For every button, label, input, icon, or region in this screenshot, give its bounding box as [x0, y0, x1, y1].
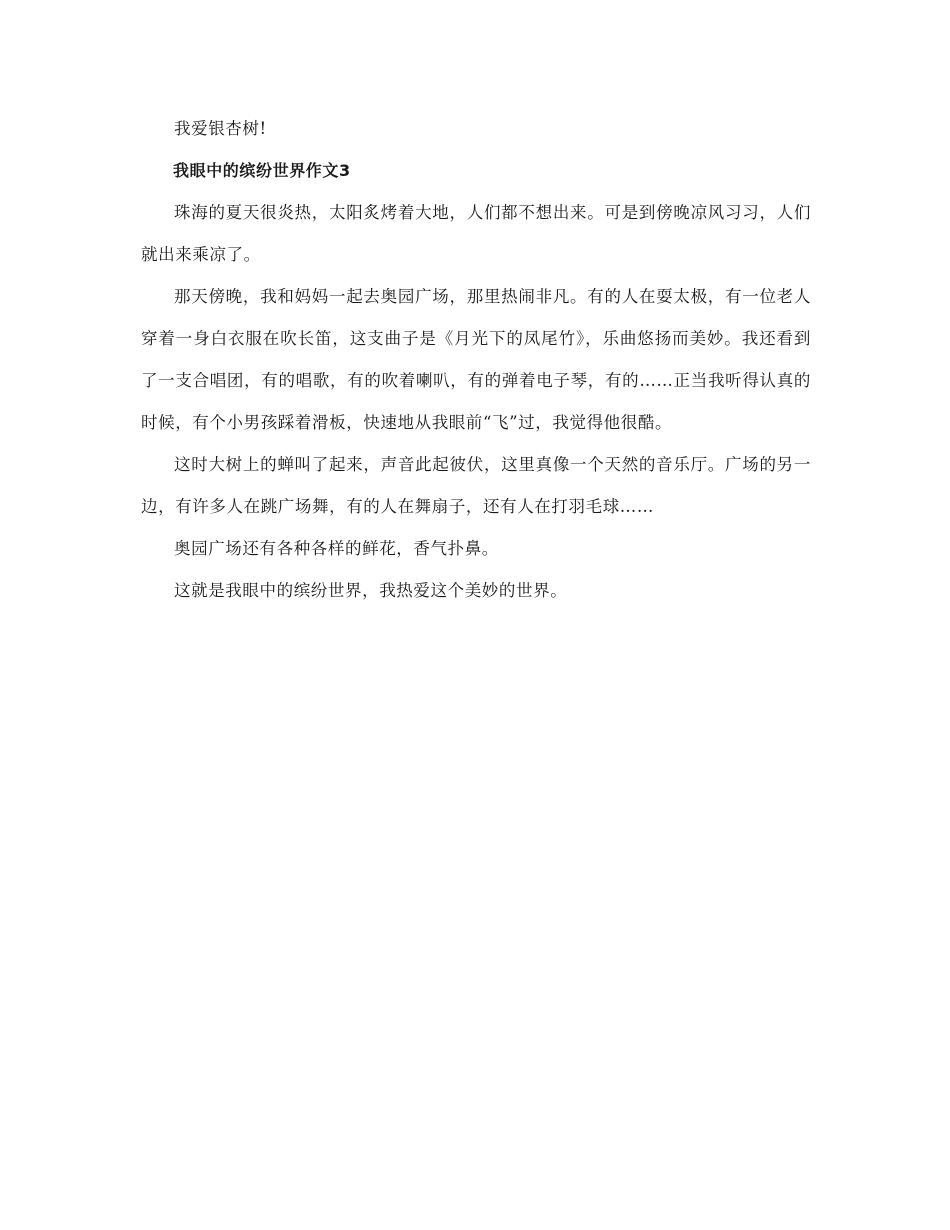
paragraph-cicadas: 这时大树上的蝉叫了起来，声音此起彼伏，这里真像一个天然的音乐厅。广场的另一边，有许多人在跳广场舞，有的人在舞扇子，还有人在打羽毛球…… — [141, 455, 811, 516]
paragraph-flowers: 奥园广场还有各种各样的鲜花，香气扑鼻。 — [174, 539, 499, 558]
paragraph-conclusion: 这就是我眼中的缤纷世界，我热爱这个美妙的世界。 — [174, 581, 568, 600]
paragraph-summer-evening: 珠海的夏天很炎热，太阳炙烤着大地，人们都不想出来。可是到傍晚凉风习习，人们就出来乘凉了。 — [141, 203, 811, 264]
document-body — [141, 108, 811, 612]
paragraph-closing-line: 我爱银杏树! — [174, 119, 267, 138]
paragraph-square-visit: 那天傍晚，我和妈妈一起去奥园广场，那里热闹非凡。有的人在耍太极，有一位老人穿着一身白衣服在吹长笛，这支曲子是《月光下的凤尾竹》，乐曲悠扬而美妙。我还看到了一支合唱团，有的唱歌，有的吹着喇叭，有的弹着电子琴，有的……正当我听得认真的时候，有个小男孩踩着滑板，快速地从我眼前“飞”过，我觉得他很酷。 — [141, 287, 811, 432]
essay-title: 我眼中的缤纷世界作文3 — [173, 161, 351, 180]
